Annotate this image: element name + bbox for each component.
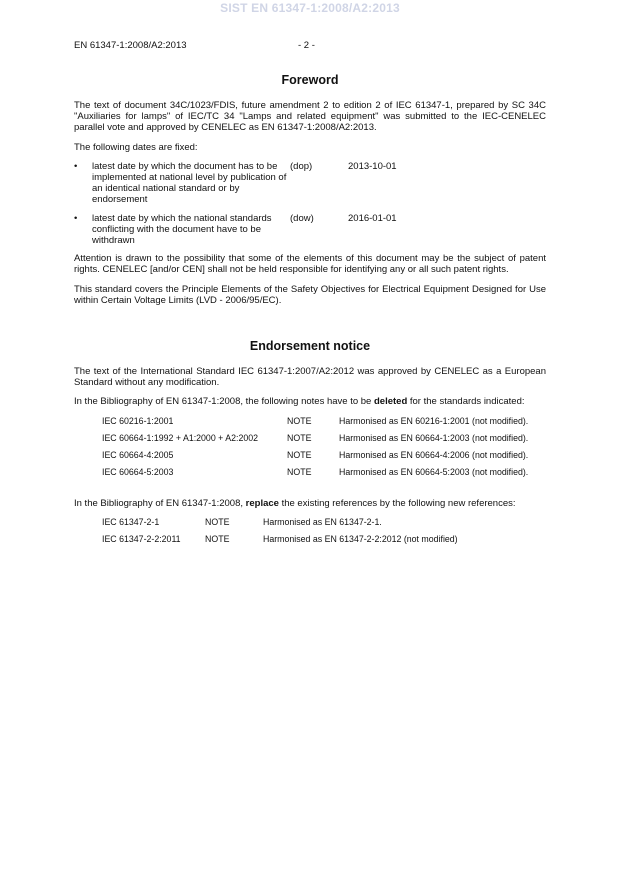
list-item xyxy=(74,213,546,247)
ref-note: NOTE xyxy=(205,533,230,544)
table-row xyxy=(102,467,528,484)
ref-text: Harmonised as EN 60216-1:2001 (not modified). xyxy=(339,415,529,426)
endorsement-section xyxy=(74,339,546,551)
date-description: latest date by which the document has to be implemented at national level by publication of an identical national standard or by endorsement xyxy=(92,160,287,206)
foreword-para-2: The following dates are fixed: xyxy=(74,141,198,153)
endorsement-para-3: In the Bibliography of EN 61347-1:2008, replace the existing references by the following new references: xyxy=(74,497,516,509)
ref-text: Harmonised as EN 61347-2-2:2012 (not modified) xyxy=(263,533,458,544)
bullet-icon: • xyxy=(74,212,78,224)
ref-standard: IEC 60664-5:2003 xyxy=(102,466,174,477)
list-item xyxy=(74,161,546,206)
foreword-para-4: This standard covers the Principle Elements of the Safety Objectives for Electrical Equipment Designed for Use within Certain Voltage Limits (LVD - 2006/95/EC). xyxy=(74,283,546,306)
ref-standard: IEC 60664-1:1992 + A1:2000 + A2:2002 xyxy=(102,432,259,443)
endorsement-title: Endorsement notice xyxy=(249,339,371,354)
table-row xyxy=(102,416,528,433)
ref-note: NOTE xyxy=(287,449,312,460)
ref-text: Harmonised as EN 60664-5:2003 (not modified). xyxy=(339,466,529,477)
watermark: SIST EN 61347-1:2008/A2:2013 xyxy=(220,1,400,15)
table-row xyxy=(102,450,528,467)
foreword-title: Foreword xyxy=(281,73,339,87)
ref-standard: IEC 60216-1:2001 xyxy=(102,415,174,426)
table-row xyxy=(102,534,458,551)
deleted-keyword: deleted xyxy=(373,396,408,408)
header-doc-ref: EN 61347-1:2008/A2:2013 xyxy=(74,40,187,51)
ref-note: NOTE xyxy=(287,415,312,426)
ref-text: Harmonised as EN 60664-1:2003 (not modified). xyxy=(339,432,529,443)
date-description: latest date by which the national standards conflicting with the document have to be withdrawn xyxy=(92,212,272,247)
date-value: 2013-10-01 xyxy=(348,160,397,172)
foreword-para-1: The text of document 34C/1023/FDIS, future amendment 2 to edition 2 of IEC 61347-1, prepared by SC 34C "Auxiliaries for lamps" of IEC/TC 34 "Lamps and related equipment" was submitted to the IEC-CENELEC parallel vote and approved by CENELEC as EN 61347-1:2008/A2:2013. xyxy=(74,100,546,134)
ref-text: Harmonised as EN 60664-4:2006 (not modified). xyxy=(339,449,529,460)
endorsement-para-1: The text of the International Standard IEC 61347-1:2007/A2:2012 was approved by CENELEC as a European Standard without any modification. xyxy=(74,366,546,389)
header-page-number: - 2 - xyxy=(298,40,315,51)
foreword-para-3: Attention is drawn to the possibility that some of the elements of this document may be the subject of patent rights. CENELEC [and/or CEN] shall not be held responsible for identifying any or all such patent rights. xyxy=(74,253,546,276)
date-code: (dop) xyxy=(290,160,313,172)
bullet-icon: • xyxy=(74,160,78,172)
ref-text: Harmonised as EN 61347-2-1. xyxy=(263,516,382,527)
ref-standard: IEC 60664-4:2005 xyxy=(102,449,174,460)
table-row xyxy=(102,517,458,534)
ref-standard: IEC 61347-2-1 xyxy=(102,516,160,527)
ref-standard: IEC 61347-2-2:2011 xyxy=(102,533,181,544)
replaced-refs-table xyxy=(102,517,458,551)
ref-note: NOTE xyxy=(205,516,230,527)
document-body xyxy=(74,73,546,565)
endorsement-para-2: In the Bibliography of EN 61347-1:2008, the following notes have to be deleted for the standards indicated: xyxy=(74,396,525,408)
date-value: 2016-01-01 xyxy=(348,212,397,224)
date-code: (dow) xyxy=(290,212,314,224)
replace-keyword: replace xyxy=(245,497,279,509)
table-row xyxy=(102,433,528,450)
ref-note: NOTE xyxy=(287,466,312,477)
deleted-refs-table xyxy=(102,416,528,484)
dates-list xyxy=(74,161,546,246)
ref-note: NOTE xyxy=(287,432,312,443)
